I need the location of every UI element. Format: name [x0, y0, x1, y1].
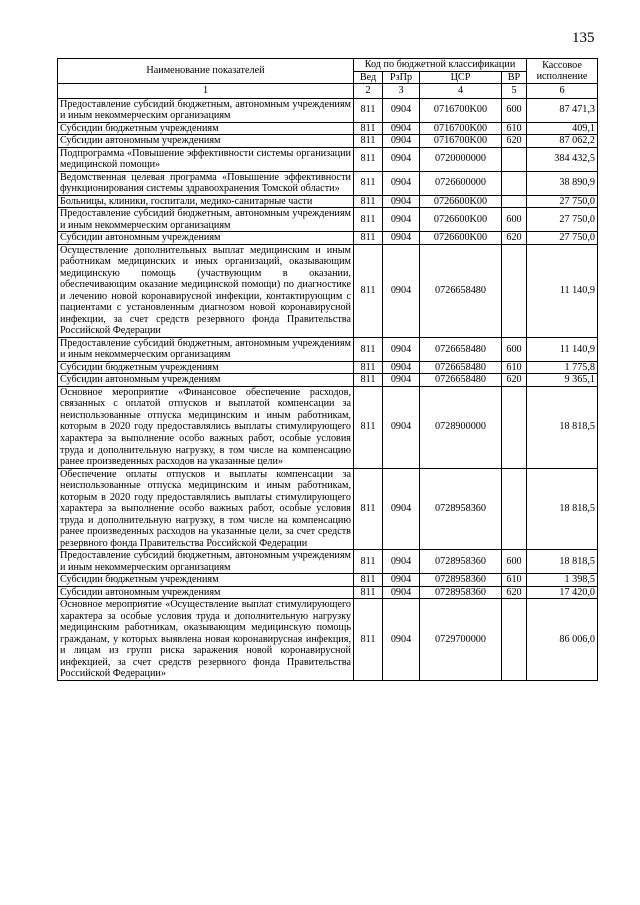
row-rzpr: 0904	[383, 232, 420, 245]
row-rzpr: 0904	[383, 171, 420, 195]
row-amount: 11 140,9	[527, 244, 598, 337]
row-rzpr: 0904	[383, 122, 420, 135]
row-csr: 0716700K00	[420, 122, 502, 135]
row-rzpr: 0904	[383, 98, 420, 122]
table-row	[58, 244, 598, 337]
row-name: Ведомственная целевая программа «Повышение эффективности функционирования системы здравоохранения Томской области»	[58, 171, 354, 195]
row-rzpr: 0904	[383, 586, 420, 599]
row-name: Осуществление дополнительных выплат медицинским и иным работникам медицинских и иных организаций, оказывающим медицинскую помощь (участвующим в оказании, обеспечивающим оказание медицинской помощи) по диагностике и лечению новой коронавирусной инфекции, контактирующим с пациентами с установленным диагнозом новой коронавирусной инфекции, за счет средств резервного фонда Правительства Российской Федерации	[58, 244, 354, 337]
row-name: Субсидии бюджетным учреждениям	[58, 361, 354, 374]
row-ved: 811	[354, 586, 383, 599]
row-amount: 1 398,5	[527, 574, 598, 587]
table-row	[58, 550, 598, 574]
column-index: 4	[420, 84, 502, 99]
row-amount: 27 750,0	[527, 232, 598, 245]
row-csr: 0720000000	[420, 147, 502, 171]
row-vr: 620	[502, 232, 527, 245]
row-csr: 0726658480	[420, 374, 502, 387]
row-amount: 17 420,0	[527, 586, 598, 599]
row-rzpr: 0904	[383, 599, 420, 681]
row-name: Субсидии бюджетным учреждениям	[58, 122, 354, 135]
row-amount: 409,1	[527, 122, 598, 135]
table-row	[58, 98, 598, 122]
column-index: 2	[354, 84, 383, 99]
row-name: Обеспечение оплаты отпусков и выплаты компенсации за неиспользованные отпуска медицинским и иным работникам, которым в 2020 году предоставлялись выплаты стимулирующего характера за выполнение особо важных работ, особые условия труда и дополнительную нагрузку, в том числе на компенсацию ранее произведенных расходов на указанные цели, за счет средств резервного фонда Правительства Российской Федерации	[58, 468, 354, 550]
table-row	[58, 232, 598, 245]
row-vr: 600	[502, 337, 527, 361]
row-ved: 811	[354, 337, 383, 361]
row-ved: 811	[354, 135, 383, 148]
row-rzpr: 0904	[383, 361, 420, 374]
table-body	[58, 98, 598, 680]
row-csr: 0729700000	[420, 599, 502, 681]
row-vr	[502, 171, 527, 195]
row-name: Субсидии автономным учреждениям	[58, 374, 354, 387]
row-ved: 811	[354, 361, 383, 374]
row-rzpr: 0904	[383, 208, 420, 232]
row-vr	[502, 195, 527, 208]
row-amount: 18 818,5	[527, 468, 598, 550]
row-vr: 600	[502, 550, 527, 574]
row-name: Больницы, клиники, госпитали, медико-санитарные части	[58, 195, 354, 208]
table-row	[58, 208, 598, 232]
row-amount: 384 432,5	[527, 147, 598, 171]
column-index: 6	[527, 84, 598, 99]
row-rzpr: 0904	[383, 574, 420, 587]
row-csr: 0726658480	[420, 337, 502, 361]
row-rzpr: 0904	[383, 195, 420, 208]
row-vr: 600	[502, 98, 527, 122]
row-name: Основное мероприятие «Финансовое обеспечение расходов, связанных с оплатой отпусков и выплатой компенсации за неиспользованные отпуска медицинским и иным работникам, которым в 2020 году предоставлялись выплаты стимулирующего характера за выполнение особо важных работ, особые условия труда и дополнительную нагрузку, в том числе на компенсацию ранее произведенных расходов на указанные цели»	[58, 386, 354, 468]
row-name: Субсидии автономным учреждениям	[58, 232, 354, 245]
row-rzpr: 0904	[383, 386, 420, 468]
table-row	[58, 599, 598, 681]
row-amount: 1 775,8	[527, 361, 598, 374]
row-name: Субсидии автономным учреждениям	[58, 135, 354, 148]
row-csr: 0726658480	[420, 361, 502, 374]
row-vr: 610	[502, 361, 527, 374]
row-csr: 0716700K00	[420, 135, 502, 148]
row-ved: 811	[354, 386, 383, 468]
row-name: Подпрограмма «Повышение эффективности системы организации медицинской помощи»	[58, 147, 354, 171]
row-rzpr: 0904	[383, 468, 420, 550]
row-vr: 600	[502, 208, 527, 232]
row-amount: 38 890,9	[527, 171, 598, 195]
row-name: Предоставление субсидий бюджетным, автономным учреждениям и иным некоммерческим организациям	[58, 98, 354, 122]
row-ved: 811	[354, 599, 383, 681]
table-row	[58, 171, 598, 195]
row-csr: 0726600K00	[420, 232, 502, 245]
table-row	[58, 195, 598, 208]
row-ved: 811	[354, 208, 383, 232]
row-csr: 0726600K00	[420, 195, 502, 208]
row-ved: 811	[354, 147, 383, 171]
table-row	[58, 361, 598, 374]
table-row	[58, 122, 598, 135]
row-name: Субсидии автономным учреждениям	[58, 586, 354, 599]
row-vr: 620	[502, 135, 527, 148]
row-ved: 811	[354, 195, 383, 208]
table-row	[58, 468, 598, 550]
table-row	[58, 386, 598, 468]
row-ved: 811	[354, 98, 383, 122]
row-csr: 0726658480	[420, 244, 502, 337]
row-rzpr: 0904	[383, 337, 420, 361]
row-rzpr: 0904	[383, 550, 420, 574]
table-row	[58, 586, 598, 599]
row-vr: 610	[502, 574, 527, 587]
row-amount: 11 140,9	[527, 337, 598, 361]
row-amount: 18 818,5	[527, 386, 598, 468]
row-amount: 86 006,0	[527, 599, 598, 681]
row-vr	[502, 599, 527, 681]
row-csr: 0726600000	[420, 171, 502, 195]
page-number: 135	[572, 30, 595, 46]
row-csr: 0728958360	[420, 550, 502, 574]
header-rzpr: РзПр	[383, 71, 420, 84]
row-vr	[502, 147, 527, 171]
row-ved: 811	[354, 232, 383, 245]
row-ved: 811	[354, 550, 383, 574]
row-name: Предоставление субсидий бюджетным, автономным учреждениям и иным некоммерческим организациям	[58, 208, 354, 232]
row-rzpr: 0904	[383, 147, 420, 171]
row-name: Основное мероприятие «Осуществление выплат стимулирующего характера за особые условия труда и дополнительную нагрузку медицинским работникам, оказывающим медицинскую помощь гражданам, у которых выявлена новая коронавирусная инфекция, и лицам из групп риска заражения новой коронавирусной инфекцией, за счет средств резервного фонда Правительства Российской Федерации»	[58, 599, 354, 681]
row-csr: 0728958360	[420, 574, 502, 587]
budget-table	[57, 58, 598, 681]
row-csr: 0726600K00	[420, 208, 502, 232]
row-csr: 0728958360	[420, 586, 502, 599]
header-vr: ВР	[502, 71, 527, 84]
column-index: 1	[58, 84, 354, 99]
row-ved: 811	[354, 122, 383, 135]
header-csr: ЦСР	[420, 71, 502, 84]
row-vr	[502, 468, 527, 550]
row-ved: 811	[354, 574, 383, 587]
row-name: Субсидии бюджетным учреждениям	[58, 574, 354, 587]
header-ved: Вед	[354, 71, 383, 84]
table-row	[58, 574, 598, 587]
row-amount: 27 750,0	[527, 208, 598, 232]
column-index: 5	[502, 84, 527, 99]
row-vr	[502, 244, 527, 337]
row-amount: 87 471,3	[527, 98, 598, 122]
table-header	[58, 59, 598, 99]
row-csr: 0728900000	[420, 386, 502, 468]
row-vr	[502, 386, 527, 468]
row-amount: 9 365,1	[527, 374, 598, 387]
row-vr: 620	[502, 586, 527, 599]
row-rzpr: 0904	[383, 374, 420, 387]
row-ved: 811	[354, 374, 383, 387]
header-amount: Кассовое исполнение	[527, 59, 598, 84]
table-row	[58, 337, 598, 361]
header-code-group: Код по бюджетной классификации	[354, 59, 527, 72]
row-vr: 610	[502, 122, 527, 135]
table-row	[58, 147, 598, 171]
row-ved: 811	[354, 468, 383, 550]
row-rzpr: 0904	[383, 244, 420, 337]
row-amount: 27 750,0	[527, 195, 598, 208]
row-amount: 87 062,2	[527, 135, 598, 148]
row-csr: 0728958360	[420, 468, 502, 550]
row-ved: 811	[354, 244, 383, 337]
row-name: Предоставление субсидий бюджетным, автономным учреждениям и иным некоммерческим организациям	[58, 337, 354, 361]
table-row	[58, 374, 598, 387]
row-amount: 18 818,5	[527, 550, 598, 574]
row-rzpr: 0904	[383, 135, 420, 148]
table-row	[58, 135, 598, 148]
row-ved: 811	[354, 171, 383, 195]
row-vr: 620	[502, 374, 527, 387]
column-index-row	[58, 84, 598, 99]
row-csr: 0716700K00	[420, 98, 502, 122]
header-name: Наименование показателей	[58, 59, 354, 84]
column-index: 3	[383, 84, 420, 99]
row-name: Предоставление субсидий бюджетным, автономным учреждениям и иным некоммерческим организациям	[58, 550, 354, 574]
